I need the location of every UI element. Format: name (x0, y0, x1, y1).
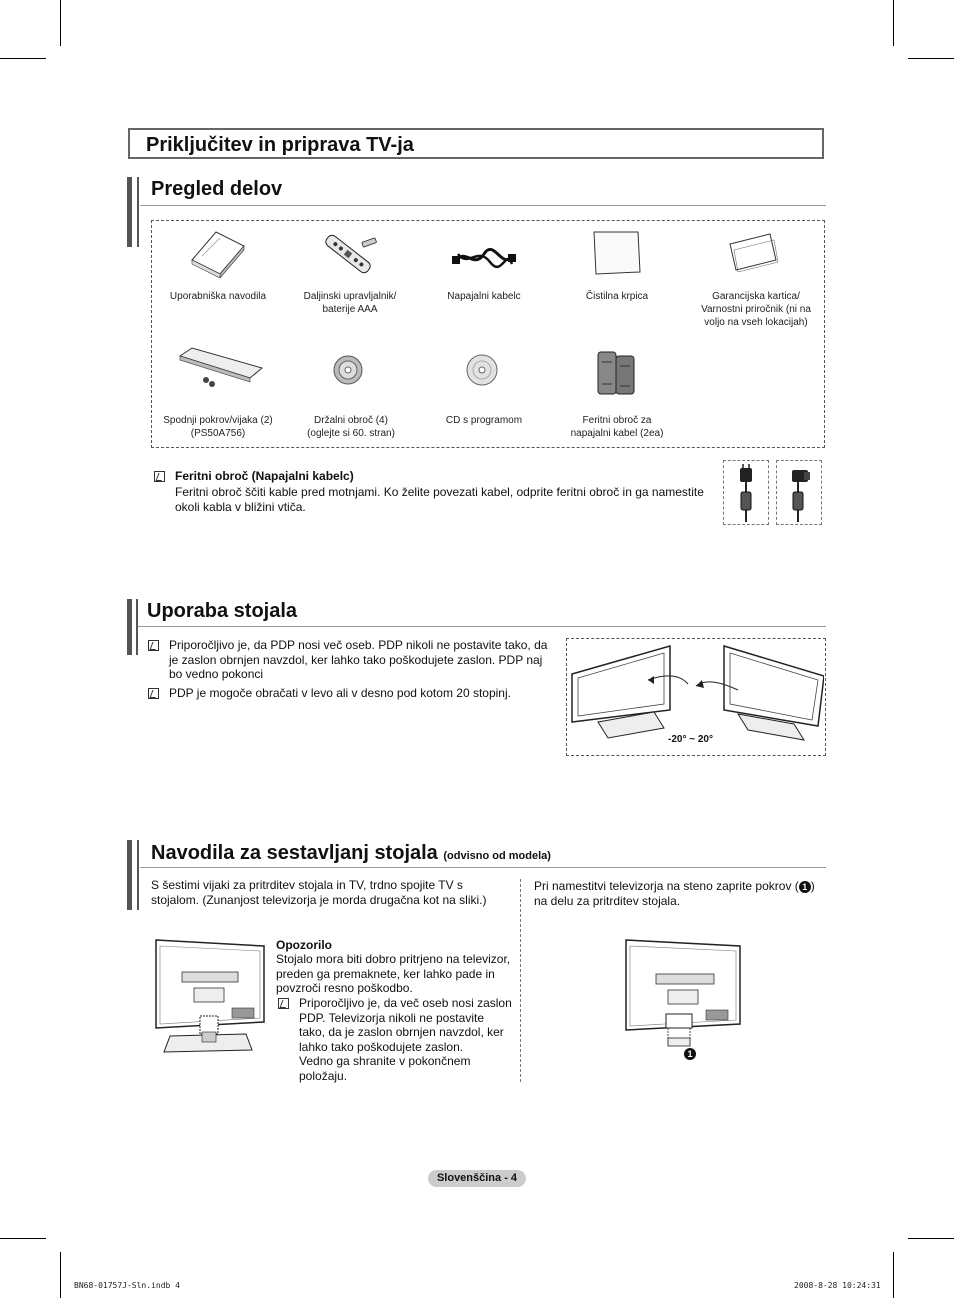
section-marker (127, 599, 132, 655)
note-icon (278, 998, 289, 1009)
column-divider (520, 879, 521, 1082)
section-rule (140, 205, 826, 206)
chapter-header (128, 128, 824, 159)
ferrite-note-text: Feritni obroč ščiti kable pred motnjami. Ko želite povezati kabel, odprite feritni obroč in ga namestite okoli kabla v bližini vtiča. (175, 485, 704, 514)
part-caption: Feritni obroč za napajalni kabel (2ea) (570, 415, 664, 439)
cleaning-cloth-image (590, 228, 644, 276)
note-icon (154, 471, 165, 482)
crop-mark (893, 0, 894, 46)
assembly-right-intro: Pri namestitvi televizorja na steno zaprite pokrov ( 1 ) na delu za pritrditev stojala. (534, 879, 815, 908)
section-marker (136, 599, 138, 655)
assembly-left-intro: S šestimi vijaki za pritrditev stojala in TV, trdno spojite TV s stojalom. (Zunanjost televizorja je morda drugačna kot na sliki.) (151, 878, 487, 907)
section-rule (138, 626, 826, 627)
crop-mark (908, 1238, 954, 1239)
holder-ring-image (332, 354, 364, 386)
stand-note-2: PDP je mogoče obračati v levo ali v desno pod kotom 20 stopinj. (169, 686, 511, 700)
assembly-title-suffix: (odvisno od modela) (443, 850, 551, 862)
warning-note: Priporočljivo je, da več oseb nosi zaslon PDP. Televizorja nikoli ne postavite tako, da je zaslon obrnjen navzdol, ker lahko tako poškodujete zaslon. (299, 996, 512, 1054)
part-caption: Uporabniška navodila (169, 291, 267, 302)
warning-note-2: Vedno ga shranite v pokončnem položaju. (299, 1054, 471, 1083)
crop-mark (60, 1252, 61, 1298)
part-caption: Čistilna krpica (585, 291, 649, 302)
part-caption: CD s programom (445, 415, 523, 426)
print-timestamp: 2008-8-28 10:24:31 (794, 1281, 881, 1290)
section-title-stand: Uporaba stojala (147, 600, 298, 622)
cd-image (466, 354, 498, 386)
plug-ferrite-image (786, 464, 816, 522)
section-rule (140, 867, 826, 868)
page-number-badge: Slovenščina - 4 (428, 1170, 526, 1187)
crop-mark (0, 1238, 46, 1239)
file-info: BN68-01757J-Sln.indb 4 (74, 1281, 180, 1290)
section-title-parts: Pregled delov (151, 178, 283, 200)
tv-back-wall-image (622, 938, 744, 1062)
part-caption: Držalni obroč (4) (oglejte si 60. stran) (307, 415, 395, 439)
crop-mark (893, 1252, 894, 1298)
section-marker (127, 177, 132, 247)
part-caption: Napajalni kabelc (447, 291, 521, 302)
plug-ferrite-image (732, 464, 762, 522)
note-icon (148, 640, 159, 651)
crop-mark (0, 58, 46, 59)
crop-mark (60, 0, 61, 46)
tv-back-stand-image (152, 936, 268, 1058)
section-marker (137, 177, 139, 247)
power-cable-image (450, 240, 518, 274)
crop-mark (908, 58, 954, 59)
stand-note-1: Priporočljivo je, da PDP nosi več oseb. PDP nikoli ne postavite tako, da je zaslon obrnjen navzdol, ker lahko tako poškodujete zaslon. PDP naj bo vedno pokonci (169, 638, 548, 681)
ferrite-core-image (594, 346, 640, 398)
warning-text: Stojalo mora biti dobro pritrjeno na televizor, preden ga premaknete, ker lahko pade in povzroči resno poškodbo. (276, 952, 511, 995)
note-icon (148, 688, 159, 699)
section-title-assembly (151, 842, 551, 865)
angle-label: -20° ~ 20° (668, 734, 713, 745)
section-marker (127, 840, 132, 910)
part-caption: Spodnji pokrov/vijaka (2) (PS50A756) (163, 415, 273, 439)
warranty-card-image (726, 230, 780, 272)
warning-title: Opozorilo (276, 938, 332, 952)
part-caption: Daljinski upravljalnik/ baterije AAA (303, 291, 397, 315)
remote-control-image (318, 228, 382, 280)
part-caption: Garancijska kartica/ Varnostni priročnik (ni na voljo na vseh lokacijah) (701, 291, 811, 328)
callout-marker: 1 (684, 1045, 696, 1063)
manual-image (186, 228, 250, 278)
chapter-title: Priključitev in priprava TV-ja (146, 134, 414, 156)
assembly-title: Navodila za sestavljanj stojala (151, 842, 438, 864)
callout-badge: 1 (799, 881, 811, 893)
section-marker (137, 840, 139, 910)
ferrite-note-title: Feritni obroč (Napajalni kabelc) (175, 469, 354, 483)
stand-cover-image (172, 344, 264, 390)
